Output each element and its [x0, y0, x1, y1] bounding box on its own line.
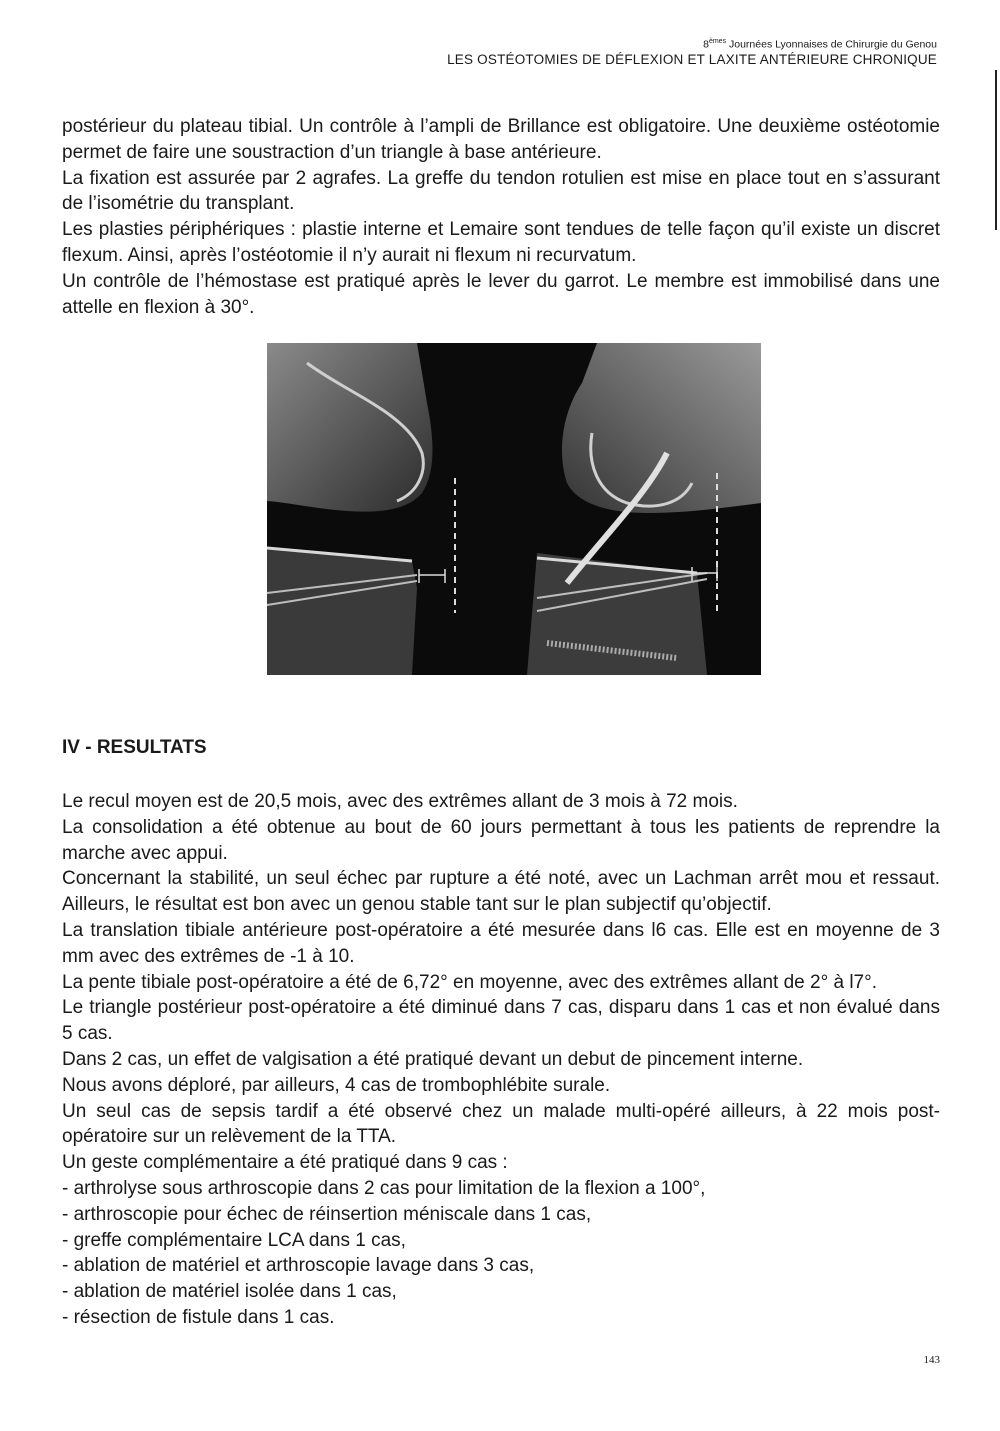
right-femur — [562, 343, 761, 513]
paragraph: Un seul cas de sepsis tardif a été observé chez un malade multi-opéré ailleurs, à 22 mois post-opératoire sur un relèvement de la TTA. — [62, 1100, 940, 1148]
list-item: - ablation de matériel isolée dans 1 cas, — [62, 1281, 397, 1303]
paragraph: La consolidation a été obtenue au bout de 60 jours permettant à tous les patients de reprendre la marche avec appui. — [62, 816, 940, 864]
paragraph: Le triangle postérieur post-opératoire a été diminué dans 7 cas, disparu dans 1 cas et non évalué dans 5 cas. — [62, 997, 940, 1045]
paragraph: Nous avons déploré, par ailleurs, 4 cas de trombophlébite surale. — [62, 1074, 611, 1096]
paragraph: La translation tibiale antérieure post-opératoire a été mesurée dans l6 cas. Elle est en moyenne de 3 mm avec des extrêmes de -1 à 10. — [62, 919, 940, 967]
running-title: LES OSTÉOTOMIES DE DÉFLEXION ET LAXITE ANTÉRIEURE CHRONIQUE — [447, 51, 937, 67]
results-text — [62, 789, 940, 1331]
list-item: - greffe complémentaire LCA dans 1 cas, — [62, 1229, 406, 1251]
paragraph: La fixation est assurée par 2 agrafes. La greffe du tendon rotulien est mise en place tout en s’assurant de l’isométrie du transplant. — [62, 167, 940, 215]
knee-illustration-svg — [267, 343, 761, 675]
paragraph: Concernant la stabilité, un seul échec par rupture a été noté, avec un Lachman arrêt mou et ressaut. Ailleurs, le résultat est bon avec un genou stable tant sur le plan subjectif qu’objectif. — [62, 868, 940, 916]
left-marker — [419, 569, 445, 583]
paragraph: Un contrôle de l’hémostase est pratiqué après le lever du garrot. Le membre est immobilisé dans une attelle en flexion à 30°. — [62, 270, 940, 318]
scan-edge-line — [995, 70, 997, 230]
list-item: - ablation de matériel et arthroscopie lavage dans 3 cas, — [62, 1255, 535, 1277]
list-item: - résection de fistule dans 1 cas. — [62, 1306, 335, 1328]
list-item: - arthroscopie pour échec de réinsertion méniscale dans 1 cas, — [62, 1203, 592, 1225]
left-femur — [267, 343, 432, 512]
paragraph: La pente tibiale post-opératoire a été de 6,72° en moyenne, avec des extrêmes allant de 2° à l7°. — [62, 971, 877, 993]
section-heading: IV - RESULTATS — [62, 737, 207, 758]
knee-osteotomy-illustration — [267, 343, 761, 675]
paragraph: Dans 2 cas, un effet de valgisation a été pratiqué devant un debut de pincement interne. — [62, 1048, 804, 1070]
page-number: 143 — [923, 1354, 940, 1366]
conference-name: 8èmes Journées Lyonnaises de Chirurgie du Genou — [703, 38, 937, 51]
left-tibia — [267, 548, 417, 675]
paragraph: Le recul moyen est de 20,5 mois, avec des extrêmes allant de 3 mois à 72 mois. — [62, 791, 738, 812]
paragraph: Les plasties périphériques : plastie interne et Lemaire sont tendues de telle façon qu’il existe un discret flexum. Ainsi, après l’ostéotomie il n’y aurait ni flexum ni recurvatum. — [62, 219, 940, 266]
paragraph: postérieur du plateau tibial. Un contrôle à l’ampli de Brillance est obligatoire. Une deuxième ostéotomie permet de faire une soustraction d’un triangle à base antérieure. — [62, 116, 940, 163]
paragraph: Un geste complémentaire a été pratiqué dans 9 cas : — [62, 1152, 508, 1174]
running-header — [447, 38, 937, 67]
intro-text — [62, 114, 940, 320]
list-item: - arthrolyse sous arthroscopie dans 2 cas pour limitation de la flexion a 100°, — [62, 1177, 706, 1199]
